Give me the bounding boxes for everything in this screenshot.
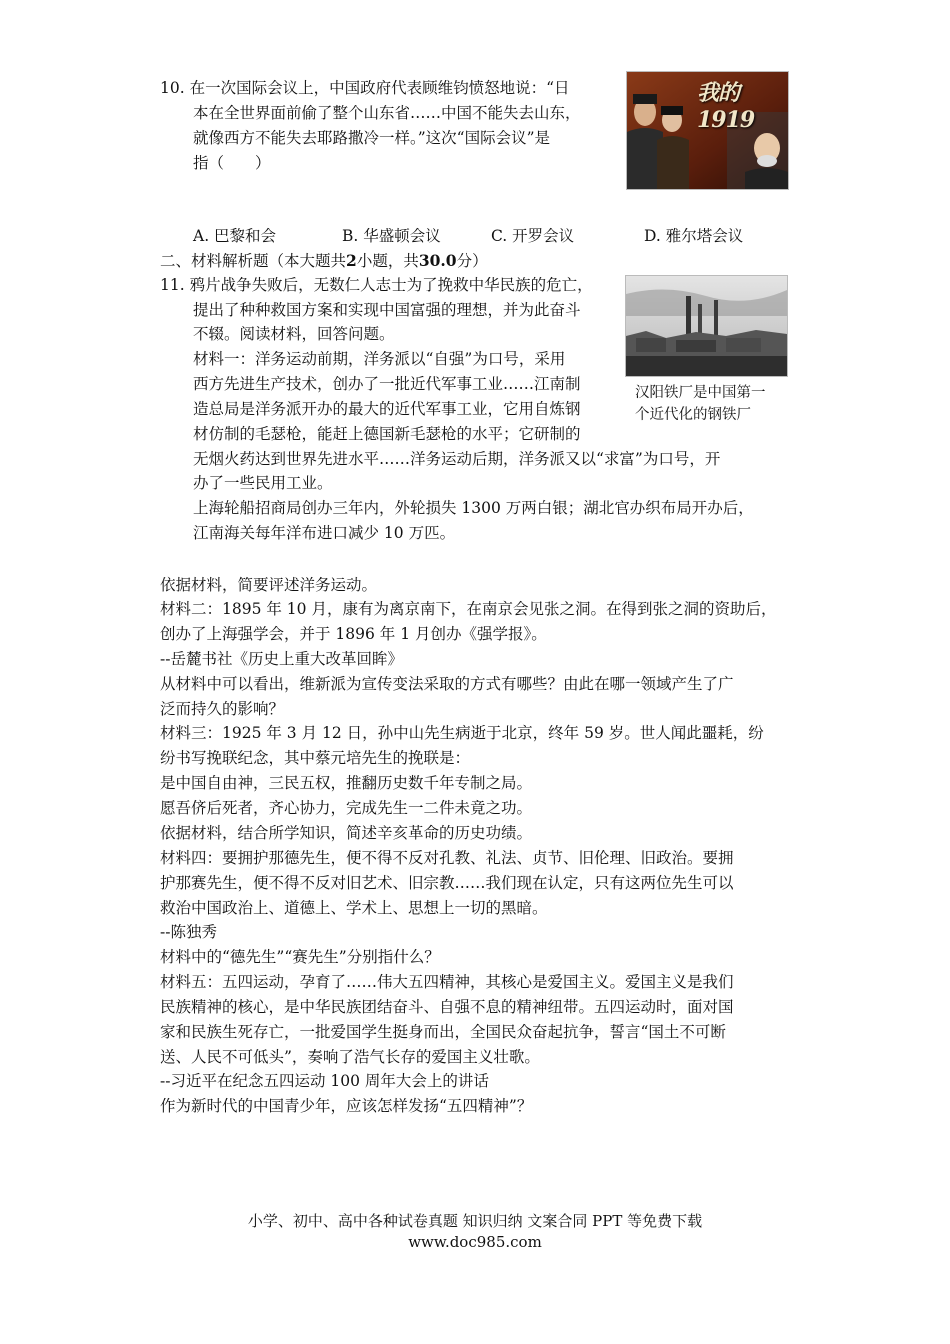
body-line-21: --习近平在纪念五四运动 100 周年大会上的讲话	[160, 1072, 489, 1090]
body-line-13: 护那赛先生，便不得不反对旧艺术、旧宗教……我们现在认定，只有这两位先生可以	[160, 874, 734, 892]
footer-line-1: 小学、初中、高中各种试卷真题 知识归纳 文案合同 PPT 等免费下载	[247, 1212, 703, 1230]
q11-line-3: 不辍。阅读材料，回答问题。	[193, 325, 395, 343]
q11-line-4: 材料一：洋务运动前期，洋务派以“自强”为口号，采用	[193, 350, 566, 368]
body-line-20: 送、人民不可低头”，奏响了浩气长存的爱国主义壮歌。	[160, 1048, 540, 1066]
q10-line-2: 本在全世界面前偷了整个山东省……中国不能失去山东，	[193, 104, 581, 122]
body-line-14: 救治中国政治上、道德上、学术上、思想上一切的黑暗。	[160, 899, 548, 917]
q11-line-8: 无烟火药达到世界先进水平……洋务运动后期，洋务派又以“求富”为口号，开	[193, 450, 721, 468]
option-b: B. 华盛顿会议	[342, 227, 441, 245]
section-2-count: 2	[346, 251, 357, 270]
body-line-6: 泛而持久的影响？	[160, 700, 285, 718]
option-a: A. 巴黎和会	[193, 227, 277, 245]
body-line-17: 材料五：五四运动，孕育了……伟大五四精神，其核心是爱国主义。爱国主义是我们	[160, 973, 734, 991]
body-line-7: 材料三：1925 年 3 月 12 日，孙中山先生病逝于北京，终年 59 岁。世人闻此噩耗，纷	[160, 724, 764, 742]
body-line-3: 创办了上海强学会，并于 1896 年 1 月创办《强学报》。	[160, 625, 547, 643]
photo-caption-line-2: 个近代化的钢铁厂	[635, 407, 751, 423]
q10-line-4: 指（ ）	[193, 154, 271, 172]
q11-line-10: 上海轮船招商局创办三年内，外轮损失 1300 万两白银；湖北官办织布局开办后，	[193, 499, 754, 517]
body-line-16: 材料中的“德先生”“赛先生”分别指什么？	[160, 948, 440, 966]
section-2-suffix: 分）	[456, 252, 488, 270]
body-line-2: 材料二：1895 年 10 月，康有为离京南下，在南京会见张之洞。在得到张之洞的资助后，	[160, 600, 777, 618]
body-line-22: 作为新时代的中国青少年，应该怎样发扬“五四精神”？	[160, 1097, 533, 1115]
body-line-10: 愿吾侪后死者，齐心协力，完成先生一二件未竟之功。	[160, 799, 533, 817]
movie-poster-image	[626, 71, 789, 190]
photo-caption-line-1: 汉阳铁厂是中国第一	[635, 385, 766, 401]
section-2-score: 30.0	[418, 251, 457, 270]
q11-line-5: 西方先进生产技术，创办了一批近代军事工业……江南制	[193, 375, 581, 393]
q11-line-1: 11. 鸦片战争失败后，无数仁人志士为了挽救中华民族的危亡，	[160, 276, 593, 294]
section-2-prefix: 二、材料解析题（本大题共	[160, 252, 347, 270]
body-line-1: 依据材料，简要评述洋务运动。	[160, 576, 378, 594]
body-line-5: 从材料中可以看出，维新派为宣传变法采取的方式有哪些？由此在哪一领域产生了广	[160, 675, 734, 693]
q11-line-2: 提出了种种救国方案和实现中国富强的理想，并为此奋斗	[193, 301, 581, 319]
body-line-18: 民族精神的核心，是中华民族团结奋斗、自强不息的精神纽带。五四运动时，面对国	[160, 998, 734, 1016]
q11-line-11: 江南海关每年洋布进口减少 10 万匹。	[193, 524, 456, 542]
section-2-header	[160, 249, 488, 273]
body-line-11: 依据材料，结合所学知识，简述辛亥革命的历史功绩。	[160, 824, 533, 842]
option-d: D. 雅尔塔会议	[644, 227, 744, 245]
q11-line-9: 办了一些民用工业。	[193, 474, 333, 492]
body-line-12: 材料四：要拥护那德先生，便不得不反对孔教、礼法、贞节、旧伦理、旧政治。要拥	[160, 849, 734, 867]
section-2-mid: 小题，共	[356, 252, 419, 270]
body-line-9: 是中国自由神，三民五权，推翻历史数千年专制之局。	[160, 774, 533, 792]
steel-factory-photo	[625, 275, 788, 377]
body-line-4: --岳麓书社《历史上重大改革回眸》	[160, 650, 403, 668]
q10-line-3: 就像西方不能失去耶路撒冷一样。”这次“国际会议”是	[193, 129, 551, 147]
footer-url[interactable]: www.doc985.com	[408, 1233, 542, 1251]
body-line-19: 家和民族生死存亡，一批爱国学生挺身而出，全国民众奋起抗争，誓言“国土不可断	[160, 1023, 726, 1041]
q11-line-6: 造总局是洋务派开办的最大的近代军事工业，它用自炼钢	[193, 400, 581, 418]
body-line-15: --陈独秀	[160, 923, 217, 941]
q10-line-1: 10. 在一次国际会议上，中国政府代表顾维钧愤怒地说：“日	[160, 79, 570, 97]
q11-line-7: 材仿制的毛瑟枪，能赶上德国新毛瑟枪的水平；它研制的	[193, 425, 581, 443]
poster-title: 我的1919	[697, 80, 755, 133]
body-line-8: 纷书写挽联纪念，其中蔡元培先生的挽联是：	[160, 749, 471, 767]
steel-factory-graphic	[626, 276, 787, 376]
option-c: C. 开罗会议	[491, 227, 575, 245]
